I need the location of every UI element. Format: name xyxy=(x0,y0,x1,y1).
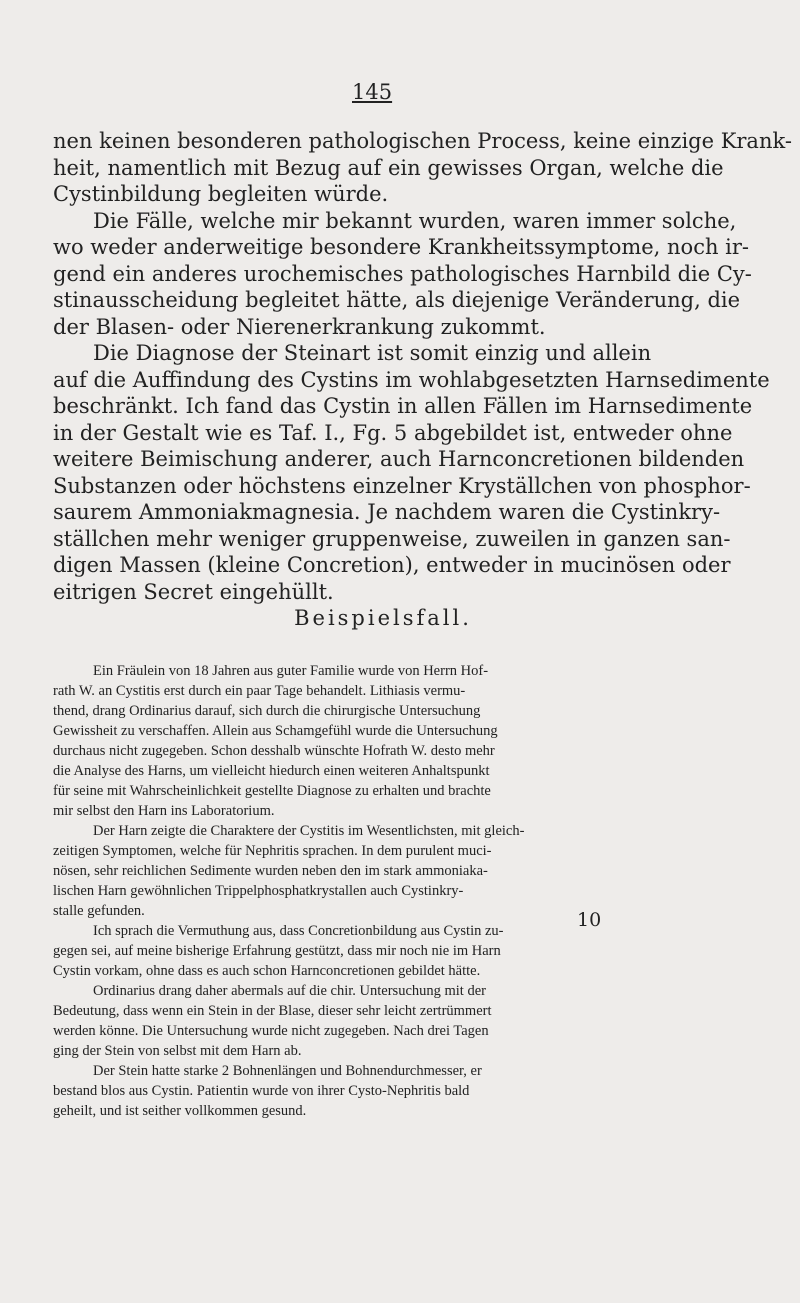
text-line: nösen, sehr reichlichen Sedimente wurden neben den im stark ammoniaka- xyxy=(53,863,488,879)
text-line: bestand blos aus Cystin. Patientin wurde von ihrer Cysto-Nephritis bald xyxy=(53,1083,470,1099)
text-line: Bedeutung, dass wenn ein Stein in der Blase, dieser sehr leicht zertrümmert xyxy=(53,1003,492,1019)
text-line: der Blasen- oder Nierenerkrankung zukommt. xyxy=(53,314,546,339)
text-line: Substanzen oder höchstens einzelner Kryställchen von phosphor- xyxy=(53,473,751,498)
text-line: Der Harn zeigte die Charaktere der Cystitis im Wesentlichsten, mit gleich- xyxy=(93,823,525,839)
case-text xyxy=(53,661,713,1121)
text-line: wo weder anderweitige besondere Krankheitssymptome, noch ir- xyxy=(53,235,750,259)
text-line: thend, drang Ordinarius darauf, sich durch die chirurgische Untersuchung xyxy=(53,703,481,719)
text-line: lischen Harn gewöhnlichen Trippelphosphatkrystallen auch Cystinkry- xyxy=(53,883,464,899)
text-line: in der Gestalt wie es Taf. I., Fg. 5 abgebildet ist, entweder ohne xyxy=(53,420,733,445)
text-line: geheilt, und ist seither vollkommen gesund. xyxy=(53,1103,307,1119)
text-line: Ordinarius drang daher abermals auf die chir. Untersuchung mit der xyxy=(93,983,486,999)
text-line: Die Fälle, welche mir bekannt wurden, waren immer solche, xyxy=(93,208,737,233)
text-line: digen Massen (kleine Concretion), entweder in mucinösen oder xyxy=(53,553,731,577)
text-line: Ein Fräulein von 18 Jahren aus guter Familie wurde von Herrn Hof- xyxy=(93,663,489,679)
text-line: Die Diagnose der Steinart ist somit einzig und allein xyxy=(93,341,652,365)
text-line: werden könne. Die Untersuchung wurde nicht zugegeben. Nach drei Tagen xyxy=(53,1023,489,1039)
text-line: rath W. an Cystitis erst durch ein paar Tage behandelt. Lithiasis vermu- xyxy=(53,683,466,699)
text-line: nen keinen besonderen pathologischen Process, keine einzige Krank- xyxy=(53,129,792,153)
text-line: gend ein anderes urochemisches pathologisches Harnbild die Cy- xyxy=(53,261,752,286)
text-line: gegen sei, auf meine bisherige Erfahrung gestützt, dass mir noch nie im Harn xyxy=(53,943,501,959)
text-line: ställchen mehr weniger gruppenweise, zuweilen in ganzen san- xyxy=(53,526,731,551)
text-line: Ich sprach die Vermuthung aus, dass Concretionbildung aus Cystin zu- xyxy=(93,923,504,939)
text-line: eitrigen Secret eingehüllt. xyxy=(53,579,334,604)
text-line: heit, namentlich mit Bezug auf ein gewisses Organ, welche die xyxy=(53,155,724,180)
section-heading: Beispielsfall. xyxy=(294,606,472,630)
text-line: für seine mit Wahrscheinlichkeit gestellte Diagnose zu erhalten und brachte xyxy=(53,783,491,799)
text-line: stalle gefunden. xyxy=(53,903,145,919)
text-line: auf die Auffindung des Cystins im wohlabgesetzten Harnsedimente xyxy=(53,367,770,392)
text-line: beschränkt. Ich fand das Cystin in allen Fällen im Harnsedimente xyxy=(53,394,753,418)
main-text xyxy=(53,128,792,632)
text-line: mir selbst den Harn ins Laboratorium. xyxy=(53,803,275,819)
text-line: Der Stein hatte starke 2 Bohnenlängen und Bohnendurchmesser, er xyxy=(93,1063,482,1079)
signature-mark: 10 xyxy=(577,909,602,931)
text-line: weitere Beimischung anderer, auch Harnconcretionen bildenden xyxy=(53,447,745,471)
text-line: Cystinbildung begleiten würde. xyxy=(53,182,389,206)
text-line: Gewissheit zu verschaffen. Allein aus Schamgefühl wurde die Untersuchung xyxy=(53,723,498,739)
text-line: zeitigen Symptomen, welche für Nephritis sprachen. In dem purulent muci- xyxy=(53,843,492,859)
text-line: ging der Stein von selbst mit dem Harn ab. xyxy=(53,1043,302,1059)
page-number: 145 xyxy=(352,80,393,104)
text-line: Cystin vorkam, ohne dass es auch schon Harnconcretionen gebildet hätte. xyxy=(53,963,481,979)
text-line: stinausscheidung begleitet hätte, als diejenige Veränderung, die xyxy=(53,288,741,312)
text-line: saurem Ammoniakmagnesia. Je nachdem waren die Cystinkry- xyxy=(53,500,721,524)
text-line: die Analyse des Harns, um vielleicht hiedurch einen weiteren Anhaltspunkt xyxy=(53,763,490,779)
text-line: durchaus nicht zugegeben. Schon desshalb wünschte Hofrath W. desto mehr xyxy=(53,743,495,759)
